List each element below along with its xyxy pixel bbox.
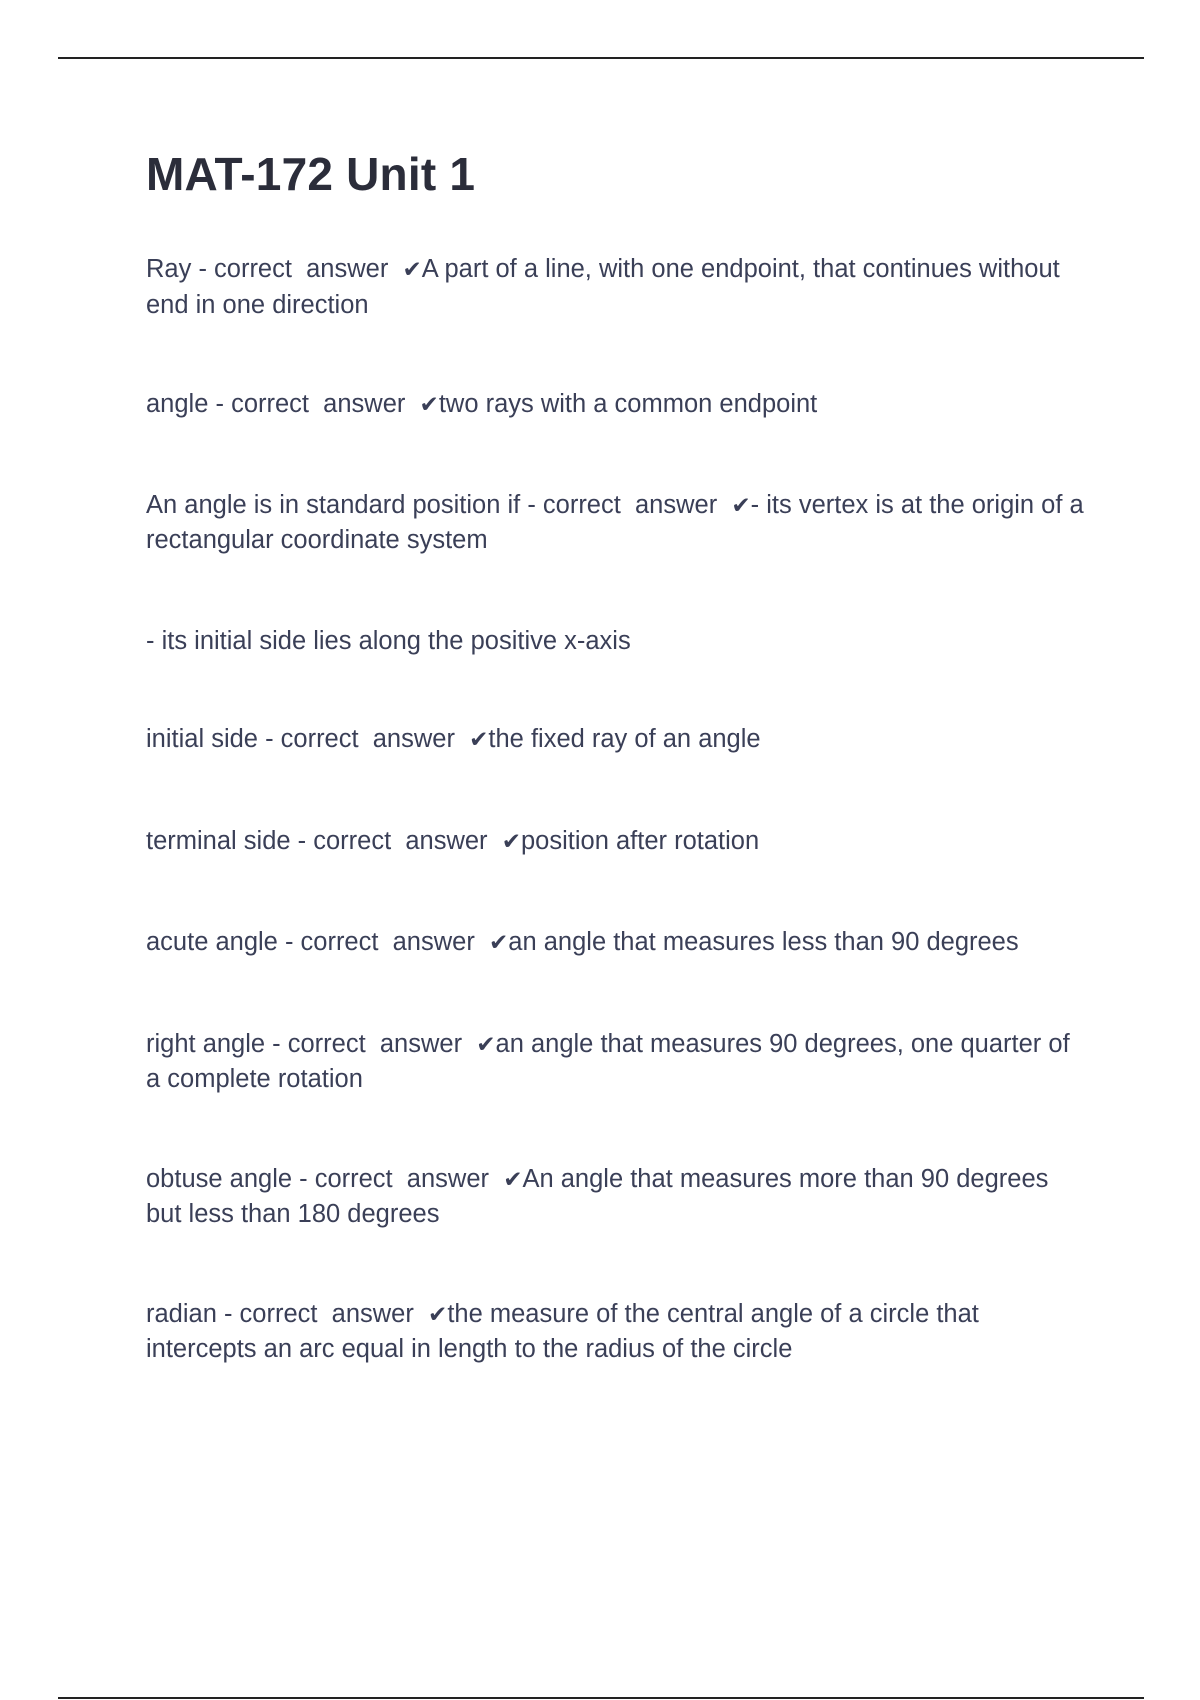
bottom-rule (58, 1697, 1144, 1699)
answer-separator: - correct answer (208, 390, 420, 418)
answer-separator: - correct answer (265, 1029, 477, 1058)
checkmark-icon: ✔ (428, 1301, 448, 1328)
page-title: MAT-172 Unit 1 (146, 148, 476, 200)
term: Ray (146, 255, 192, 283)
term: angle (146, 390, 209, 418)
answer-separator: - correct answer (290, 826, 502, 855)
checkmark-icon: ✔ (476, 1031, 496, 1058)
definition-continuation: - its initial side lies along the positive x-axis (146, 626, 631, 655)
term: obtuse angle (146, 1164, 293, 1193)
flashcard-entry (146, 925, 1086, 961)
term: radian (146, 1299, 217, 1328)
term: initial side (146, 725, 258, 753)
flashcard-entry (146, 488, 1086, 558)
flashcard-entry (146, 252, 1086, 322)
flashcard-entry (146, 1297, 1086, 1367)
definition: A part of a line, with one endpoint, that continues without end in one direction (146, 255, 1060, 319)
checkmark-icon: ✔ (402, 257, 422, 283)
term: An angle is in standard position if (146, 490, 521, 519)
document-body (146, 140, 1086, 1367)
answer-separator: - correct answer (292, 1164, 504, 1193)
answer-separator: - correct answer (191, 255, 403, 283)
definition: - its vertex is at the origin of a rectangular coordinate system (146, 490, 1084, 554)
checkmark-icon: ✔ (489, 930, 509, 956)
definition: an angle that measures 90 degrees, one quarter of a complete rotation (146, 1029, 1070, 1093)
definition: an angle that measures less than 90 degrees (508, 928, 1019, 956)
answer-separator: - correct answer (257, 725, 470, 753)
checkmark-icon: ✔ (501, 828, 521, 855)
top-rule (58, 57, 1144, 59)
term: acute angle (146, 928, 278, 956)
definition: two rays with a common endpoint (438, 390, 818, 418)
checkmark-icon: ✔ (419, 392, 439, 418)
definition: An angle that measures more than 90 degrees but less than 180 degrees (146, 1164, 1049, 1228)
checkmark-icon: ✔ (469, 727, 489, 753)
definition: the measure of the central angle of a circle that intercepts an arc equal in length to the radius of the circle (146, 1299, 979, 1363)
term: right angle (146, 1029, 266, 1058)
answer-separator: - correct answer (216, 1299, 429, 1328)
flashcard-entry (146, 824, 1086, 860)
definition: the fixed ray of an angle (488, 725, 761, 753)
checkmark-icon: ✔ (503, 1166, 523, 1193)
flashcard-entry (146, 722, 1086, 758)
answer-separator: - correct answer (520, 490, 732, 519)
flashcard-entry (146, 1162, 1086, 1232)
checkmark-icon: ✔ (731, 492, 751, 519)
flashcard-entry (146, 387, 1086, 423)
term: terminal side (146, 826, 291, 855)
flashcard-entry (146, 1027, 1086, 1097)
answer-separator: - correct answer (277, 928, 489, 956)
definition: position after rotation (520, 826, 760, 855)
